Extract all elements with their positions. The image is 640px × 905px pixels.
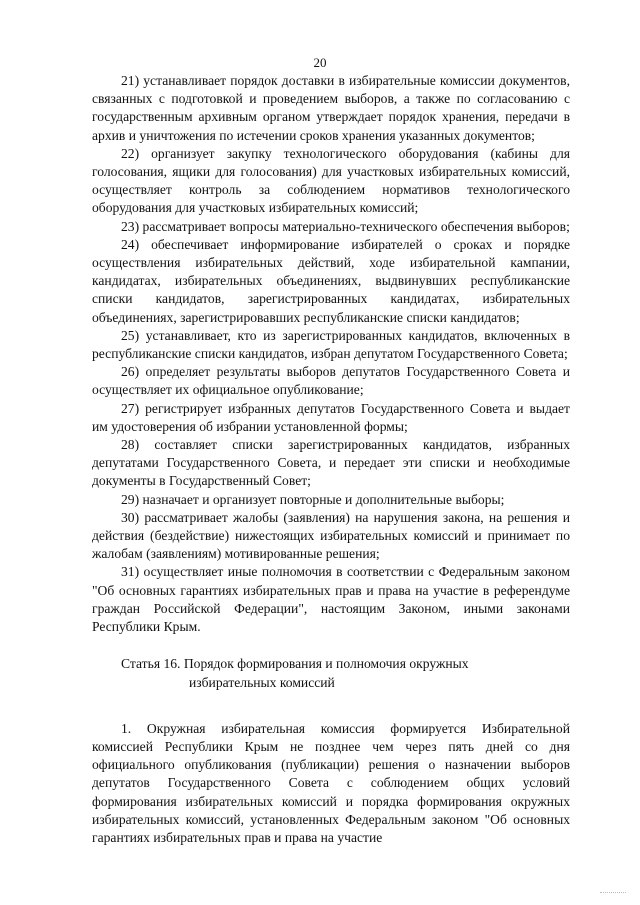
article-heading-line2: избирательных комиссий <box>189 674 335 690</box>
page-number: 20 <box>313 55 327 70</box>
list-item-26: 26) определяет результаты выборов депутатов Государственного Совета и осуществляет их официальное опубликование; <box>92 364 570 398</box>
list-item-23: 23) рассматривает вопросы материально-технического обеспечения выборов; <box>121 218 570 234</box>
list-item-30: 30) рассматривает жалобы (заявления) на нарушения закона, на решения и действия (бездействие) нижестоящих избирательных комиссий и принимает по жалобам (заявлениям) мотивированные решения; <box>92 509 570 562</box>
article-heading-line1: Статья 16. Порядок формирования и полномочия окружных <box>121 656 469 672</box>
list-item-25: 25) устанавливает, кто из зарегистрированных кандидатов, включенных в республиканские списки кандидатов, избран депутатом Государственного Совета; <box>92 327 570 362</box>
document-body <box>92 72 570 847</box>
scan-artifact <box>600 892 626 893</box>
list-item-27: 27) регистрирует избранных депутатов Государственного Совета и выдает им удостоверения об избрании установленной формы; <box>92 400 570 434</box>
list-item-21: 21) устанавливает порядок доставки в избирательные комиссии документов, связанных с подготовкой и проведением выборов, а также по согласованию с государственным архивным органом утверждает порядок хранения, передачи в архив и уничтожения по истечении сроков хранения указанных документов; <box>92 73 570 143</box>
list-item-29: 29) назначает и организует повторные и дополнительные выборы; <box>121 491 505 507</box>
list-item-28: 28) составляет списки зарегистрированных кандидатов, избранных депутатами Государственного Совета, и передает эти списки и необходимые документы в Государственный Совет; <box>92 437 570 489</box>
article-heading <box>92 655 570 691</box>
list-item-31: 31) осуществляет иные полномочия в соответствии с Федеральным законом "Об основных гарантиях избирательных прав и права на участие в референдуме граждан Российской Федерации", настоящим Законом, иными законами Республики Крым. <box>92 564 570 635</box>
list-item-22: 22) организует закупку технологического оборудования (кабины для голосования, ящики для голосования) для участковых избирательных комиссий, осуществляет контроль за соблюдением нормативов технологического оборудования для участковых избирательных комиссий; <box>92 145 570 216</box>
article-paragraph-1: 1. Окружная избирательная комиссия формируется Избирательной комиссией Республики Крым не позднее чем через пять дней со дня официального опубликования (публикации) решения о назначении выборов депутатов Государственного Совета с соблюдением общих условий формирования избирательных комиссий и порядка формирования окружных избирательных комиссий, установленных Федеральным законом "Об основных гарантиях избирательных прав и права на участие <box>92 720 570 845</box>
list-item-24: 24) обеспечивает информирование избирателей о сроках и порядке осуществления избирательных действий, ходе избирательной кампании, кандидатах, избирательных объединениях, выдвинувших республиканские списки кандидатов, зарегистрированных кандидатах, избирательных объединениях, зарегистрировавших республиканские списки кандидатов; <box>92 236 570 325</box>
